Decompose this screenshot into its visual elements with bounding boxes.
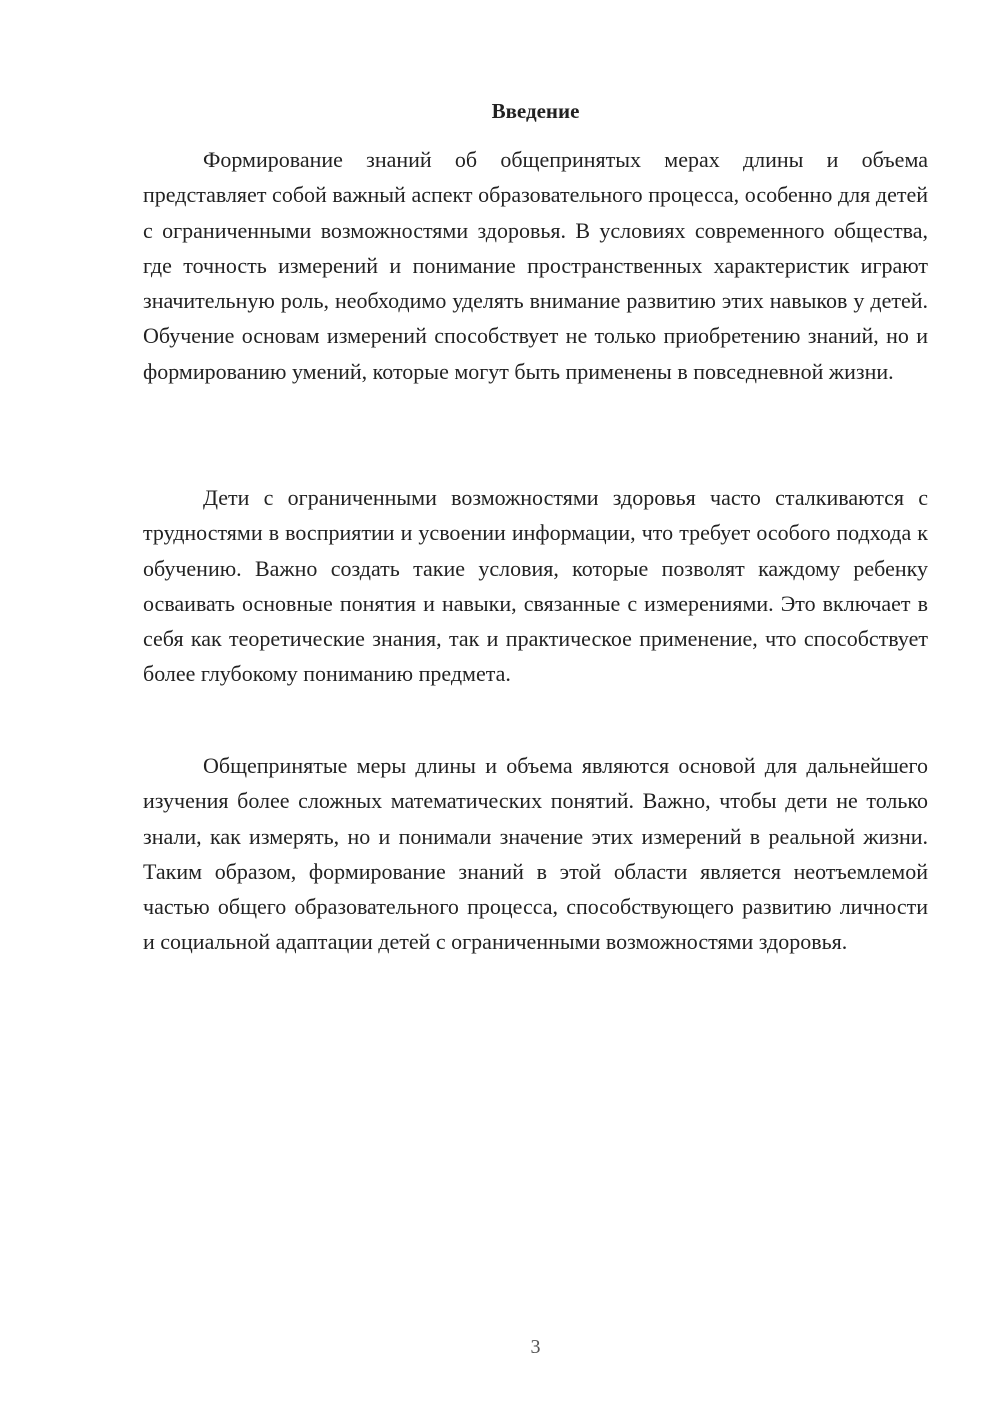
paragraph-3: Общепринятые меры длины и объема являются основой для дальнейшего изучения более сложных математических понятий. Важно, чтобы дети не только знали, как измерять, но и понимали значение этих измерений в реальной жизни. Таким образом, формирование знаний в этой области является неотъемлемой частью общего образовательного процесса, способствующего развитию личности и социальной адаптации детей с ограниченными возможностями здоровья. (143, 753, 928, 955)
paragraph-2: Дети с ограниченными возможностями здоровья часто сталкиваются с трудностями в восприятии и усвоении информации, что требует особого подхода к обучению. Важно создать такие условия, которые позволят каждому ребенку осваивать основные понятия и навыки, связанные с измерениями. Это включает в себя как теоретические знания, так и практическое применение, что способствует более глубокому пониманию предмета. (143, 485, 928, 687)
paragraph-1: Формирование знаний об общепринятых мерах длины и объема представляет собой важный аспект образовательного процесса, особенно для детей с ограниченными возможностями здоровья. В условиях современного общества, где точность измерений и понимание пространственных характеристик играют значительную роль, необходимо уделять внимание развитию этих навыков у детей. Обучение основам измерений способствует не только приобретению знаний, но и формированию умений, которые могут быть применены в повседневной жизни. (143, 147, 928, 384)
page-number: 3 (530, 1336, 541, 1358)
page-title: Введение (491, 99, 580, 123)
